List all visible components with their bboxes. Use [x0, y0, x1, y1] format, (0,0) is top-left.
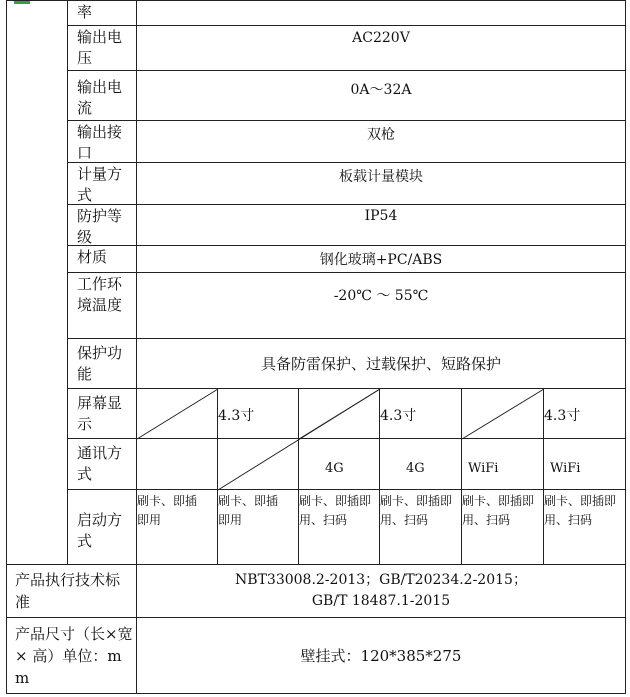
start-cell: 刷卡、即插即用、扫码 — [299, 490, 380, 565]
comm-cell: WiFi — [544, 439, 626, 490]
row-label-start: 启动方式 — [68, 490, 137, 565]
row-label-screen: 屏幕显示 — [68, 389, 137, 439]
row-label: 工作环境温度 — [68, 273, 137, 339]
spec-table — [6, 0, 626, 694]
standard-line-1: NBT33008.2-2013；GB/T20234.2-2015； — [235, 572, 527, 588]
row-label-standard: 产品执行技术标准 — [6, 565, 137, 618]
row-value: IP54 — [137, 205, 626, 246]
row-value: 双枪 — [137, 121, 626, 163]
row-value: -20℃ ～ 55℃ — [137, 273, 626, 339]
row-label: 率 — [68, 0, 137, 26]
comm-cell: WiFi — [462, 439, 544, 490]
diagonal-lines — [6, 0, 626, 694]
row-value: 钢化玻璃+PC/ABS — [137, 246, 626, 273]
start-cell: 刷卡、即插即用 — [137, 490, 218, 565]
start-cell: 刷卡、即插即用、扫码 — [462, 490, 544, 565]
row-value: 具备防雷保护、过载保护、短路保护 — [137, 339, 626, 389]
row-label: 输出电压 — [68, 26, 137, 71]
row-label: 计量方式 — [68, 163, 137, 205]
size-value: 壁挂式：120*385*275 — [137, 618, 626, 694]
diagonal-line — [299, 389, 380, 439]
screen-cell: 4.3寸 — [218, 389, 299, 439]
row-label: 防护等级 — [68, 205, 137, 246]
row-value: 板载计量模块 — [137, 163, 626, 205]
row-value: 0A～32A — [137, 71, 626, 121]
row-label: 材质 — [68, 246, 137, 273]
diagonal-line — [462, 389, 544, 439]
row-label-size: 产品尺寸（长×宽× 高）单位：mm — [6, 618, 137, 694]
screen-cell: 4.3寸 — [380, 389, 462, 439]
row-label-comm: 通讯方式 — [68, 439, 137, 490]
row-value: AC220V — [137, 26, 626, 71]
start-cell: 刷卡、即插即用、扫码 — [380, 490, 462, 565]
row-label: 保护功能 — [68, 339, 137, 389]
start-cell: 刷卡、即插即用、扫码 — [544, 490, 626, 565]
row-label: 输出电流 — [68, 71, 137, 121]
screen-cell: 4.3寸 — [544, 389, 626, 439]
comm-cell: 4G — [299, 439, 380, 490]
diagonal-line — [137, 389, 218, 439]
standard-line-2: GB/T 18487.1-2015 — [311, 593, 451, 609]
comm-cell: 4G — [380, 439, 462, 490]
row-label: 输出接口 — [68, 121, 137, 163]
start-cell: 刷卡、即插即用 — [218, 490, 299, 565]
